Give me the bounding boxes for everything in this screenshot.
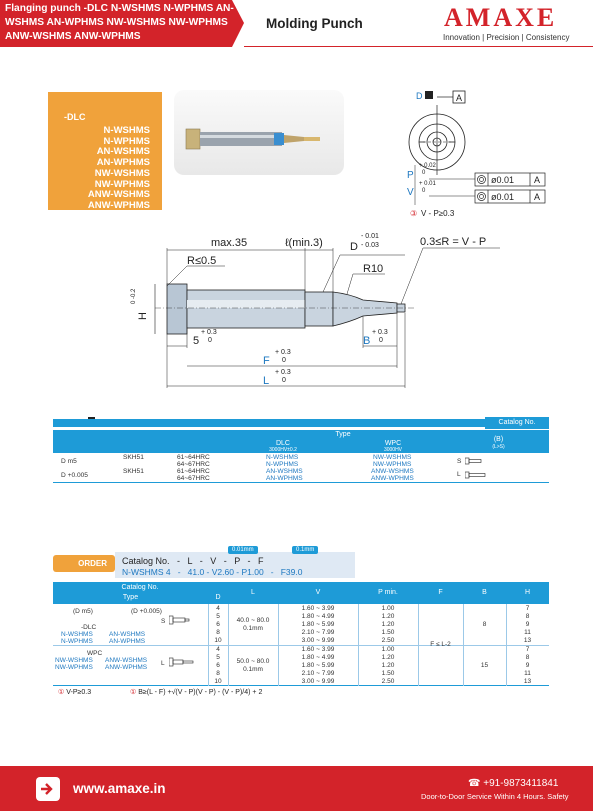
table2-wpc-a: NW-WSHMS <box>55 657 93 664</box>
table2-p-cell: 1.20 <box>381 613 395 620</box>
table2-catalog: Catalog No. <box>121 584 159 591</box>
table2-d-cell: 5 <box>216 654 220 661</box>
table2-p-cell: 1.50 <box>381 670 395 677</box>
dim-r05: R≤0.5 <box>187 255 217 267</box>
table2-d-cell: 10 <box>214 678 222 685</box>
table2-col-v: V <box>315 589 321 596</box>
table2-v-cell: 1.80 ~ 4.99 <box>301 613 335 620</box>
table2-h-cell: 9 <box>525 621 530 628</box>
table1-row1-dlc2: N-WPHMS <box>266 461 299 468</box>
dim-f: F <box>263 355 270 367</box>
order-format: Catalog No. - L - V - P - F <box>122 556 264 566</box>
table1-catalog-tab: Catalog No. <box>485 417 549 429</box>
table2-v-cell: 3.00 ~ 9.99 <box>301 637 335 644</box>
dim-d: D <box>350 241 358 253</box>
conc-tol-1: ø0.01 <box>491 175 515 185</box>
dlc-item: ANW-WSHMS <box>87 189 150 201</box>
table2-p-cell: 1.00 <box>381 646 395 653</box>
table2-p-cell: 2.50 <box>381 678 395 685</box>
page-title: Flanging punch -DLC N-WSHMS N-WPHMS AN-WSHMS AN-WPHMS NW-WSHMS NW-WPHMS ANW-WSHMS ANW-WPHMS <box>5 3 234 42</box>
brand-logo: AMAXE <box>444 3 558 32</box>
table2-h-cell: 13 <box>523 678 532 685</box>
table1-row2-wpc1: ANW-WSHMS <box>371 468 414 475</box>
table2-h-cell: 13 <box>523 637 532 644</box>
table1-b-sub: (L>S) <box>492 444 505 450</box>
table2-h-cell: 8 <box>525 613 530 620</box>
table2-v-cell: 1.80 ~ 5.99 <box>301 621 335 628</box>
table2-shape-l: L <box>161 660 165 667</box>
table1-type: Type <box>335 431 351 438</box>
vp-note-num: ③ <box>410 209 418 218</box>
dim-r-formula: 0.3≤R = V - P <box>420 236 487 248</box>
dim-h: H <box>137 312 149 320</box>
table1-dlc: DLC <box>275 440 290 447</box>
dlc-panel-title: -DLC <box>64 112 86 122</box>
table2-d-cell: 4 <box>216 646 220 653</box>
table2-dlc-b: AN-WSHMS <box>109 631 146 638</box>
table2-l-step-1: 0.1mm <box>243 625 263 632</box>
table2-v-cell: 3.00 ~ 9.99 <box>301 678 335 685</box>
note-1 <box>58 688 91 696</box>
table1-row2-shape: L <box>457 471 461 478</box>
punch-photo-illustration <box>174 90 344 175</box>
table2-l-step-2: 0.1mm <box>243 666 263 673</box>
table2-p-cell: 1.20 <box>381 621 395 628</box>
order-tab: ORDER <box>53 555 115 572</box>
dim-l-tol: + 0.3 <box>275 369 291 376</box>
dlc-item: AN-WPHMS <box>96 157 150 169</box>
dim-max: max.35 <box>211 237 248 249</box>
dim-five-tol: + 0.3 <box>201 329 217 336</box>
note-2 <box>130 688 262 696</box>
table2-d1: (D m5) <box>73 608 93 615</box>
note-1-text: V-P≥0.3 <box>66 689 92 696</box>
table2-p-cell: 2.50 <box>381 637 395 644</box>
table2-d-cell: 5 <box>216 613 220 620</box>
table2-wpc-c: NW-WPHMS <box>55 664 93 671</box>
dim-b: B <box>363 335 371 347</box>
table2-dlc-a: N-WSHMS <box>61 631 93 638</box>
p-tol-lo: 0 <box>422 170 426 176</box>
table1-row2-wpc2: ANW-WPHMS <box>371 475 414 482</box>
service-note: Door-to-Door Service Within 4 Hours. Safety <box>421 792 569 801</box>
table2-dlc-d: AN-WPHMS <box>109 638 146 645</box>
table2-body <box>53 604 549 686</box>
table1-row1-dlc1: N-WSHMS <box>266 454 299 461</box>
conc-ref-2: A <box>534 192 541 202</box>
table1-row1-wpc2: NW-WPHMS <box>373 461 412 468</box>
table2-h-cell: 7 <box>525 646 530 653</box>
table2-l-range-1: 40.0 ~ 80.0 <box>236 617 270 624</box>
order-pill-2: 0.1mm <box>292 546 318 554</box>
table2-dlc: -DLC <box>81 624 97 631</box>
table2-v-cell: 1.80 ~ 5.99 <box>301 662 335 669</box>
table2-wpc-d: ANW-WPHMS <box>105 664 148 671</box>
dim-b-tol: + 0.3 <box>372 329 388 336</box>
dim-five-zero: 0 <box>208 337 212 344</box>
v-tol-up: + 0.01 <box>419 181 436 187</box>
table2-p-cell: 1.50 <box>381 629 395 636</box>
table2-type: Type <box>122 594 139 601</box>
dim-b-zero: 0 <box>379 337 383 344</box>
table2-v-cell: 2.10 ~ 7.99 <box>301 670 335 677</box>
table2-wpc-b: ANW-WSHMS <box>105 657 148 664</box>
table2-d-cell: 6 <box>216 662 220 669</box>
table2-h-cell: 11 <box>524 629 531 636</box>
dlc-item: NW-WSHMS <box>94 167 150 179</box>
table2-d-cell: 8 <box>216 629 220 636</box>
table2-col-h: H <box>524 589 531 596</box>
punch-shape-icons <box>465 456 489 482</box>
dlc-panel <box>48 92 162 210</box>
p-tol-up: + 0.02 <box>419 163 436 169</box>
table1-bar <box>53 419 549 427</box>
a-label: A <box>456 93 463 103</box>
dlc-item: ANW-WPHMS <box>87 199 150 211</box>
conc-ref-1: A <box>534 175 541 185</box>
table2-wpc: WPC <box>87 650 103 657</box>
d-label: D <box>416 91 423 101</box>
table2-h-cell: 9 <box>525 662 530 669</box>
table2-d-cell: 6 <box>216 621 220 628</box>
table2-h-cell: 7 <box>525 605 530 612</box>
dim-l: L <box>263 375 270 387</box>
table1-row1-hrc2: 64~67HRC <box>177 461 210 468</box>
table2-p-cell: 1.20 <box>381 654 395 661</box>
table1-row1-hrc1: 61~64HRC <box>177 454 210 461</box>
order-example: N-WSHMS 4 - 41.0 - V2.60 - P1.00 - F39.0 <box>122 567 303 577</box>
table1-row1-d: D m5 <box>61 458 77 465</box>
cart-arrow-icon <box>36 777 60 801</box>
table2-l-range-2: 50.0 ~ 80.0 <box>236 658 270 665</box>
order-pill-1: 0.01mm <box>228 546 258 554</box>
dlc-item: AN-WSHMS <box>96 146 150 158</box>
dim-l-zero: 0 <box>282 377 286 384</box>
table2-col-d: D <box>215 594 221 601</box>
table1-row1-shape: S <box>457 458 462 465</box>
dlc-item: NW-WPHMS <box>94 178 150 190</box>
p-label: P <box>407 170 414 181</box>
table2-col-p: P min. <box>378 589 398 596</box>
table1-dlc-sub: 3000HV±0.2 <box>269 447 297 453</box>
dim-lmin: ℓ(min.3) <box>285 237 323 249</box>
table2-v-cell: 2.10 ~ 7.99 <box>301 629 335 636</box>
concentricity-detail-drawing <box>395 85 555 220</box>
vp-note: V - P≥0.3 <box>421 209 455 218</box>
phone-number: ☎ +91-9873411841 <box>468 778 559 789</box>
table2-h-cell: 8 <box>525 654 530 661</box>
table1-row1-wpc1: NW-WSHMS <box>373 454 412 461</box>
website-link[interactable]: www.amaxe.in <box>73 781 166 796</box>
note-2-text: B≥(L - F) +√(V - P)(V - P) - (V - P)/4) + 2 <box>138 689 263 696</box>
dim-d-tol-up: - 0.01 <box>361 233 379 240</box>
table2-b-2: 15 <box>480 662 489 669</box>
table1-row2-hrc1: 61~64HRC <box>177 468 210 475</box>
dim-five: 5 <box>193 335 200 347</box>
brand-tagline: Innovation | Precision | Consistency <box>443 33 570 42</box>
table2-col-b: B <box>482 589 487 596</box>
dim-h-tol: 0 -0.2 <box>131 288 137 304</box>
product-photo <box>174 90 344 175</box>
dlc-item: N-WSHMS <box>103 125 150 136</box>
table1-row2-mat: SKH51 <box>123 468 144 475</box>
table2-d2: (D +0.005) <box>131 608 162 615</box>
table1-row2-dlc2: AN-WPHMS <box>266 475 303 482</box>
table1-body <box>53 453 549 483</box>
dim-r10: R10 <box>363 263 384 275</box>
table2-shape-icons <box>169 614 203 670</box>
table2-d-cell: 4 <box>216 605 220 612</box>
dlc-panel-list <box>88 126 150 212</box>
table2-v-cell: 1.80 ~ 4.99 <box>301 654 335 661</box>
v-label: V <box>407 187 414 198</box>
v-tol-lo: 0 <box>422 188 426 194</box>
table1-row2-d: D +0.005 <box>61 472 88 479</box>
page-subtitle: Molding Punch <box>266 16 363 31</box>
dim-d-tol-lo: - 0.03 <box>361 242 379 249</box>
table2-v-cell: 1.60 ~ 3.99 <box>301 605 335 612</box>
table2-h-cell: 11 <box>524 670 531 677</box>
table2-f: F ≤ L-2 <box>430 641 451 648</box>
table2-shape-s: S <box>161 618 166 625</box>
table2-header <box>53 582 549 604</box>
table2-d-cell: 8 <box>216 670 220 677</box>
table1-wpc: WPC <box>384 440 402 447</box>
table1-row2-hrc2: 64~67HRC <box>177 475 210 482</box>
table1-row1-mat: SKH51 <box>123 454 144 461</box>
punch-dimension-drawing <box>125 228 525 398</box>
note-1-num: ① <box>58 689 65 696</box>
dlc-item: N-WPHMS <box>103 135 150 147</box>
table2-v-cell: 1.60 ~ 3.99 <box>301 646 335 653</box>
table2-dlc-c: N-WPHMS <box>61 638 93 645</box>
table2-b-1: 8 <box>482 621 487 628</box>
table1-wpc-sub: 3000HV <box>383 447 403 453</box>
dim-f-zero: 0 <box>282 357 286 364</box>
note-2-num: ① <box>130 689 137 696</box>
table2-col-l: L <box>251 589 255 596</box>
table2-d-cell: 10 <box>214 637 222 644</box>
table2-p-cell: 1.00 <box>381 605 395 612</box>
dim-f-tol: + 0.3 <box>275 349 291 356</box>
table1-row2-dlc1: AN-WSHMS <box>266 468 303 475</box>
table2-col-f: F <box>438 589 443 596</box>
table2-p-cell: 1.20 <box>381 662 395 669</box>
table1-header <box>53 430 549 453</box>
phone-number-text: +91-9873411841 <box>483 778 559 789</box>
header-divider <box>244 46 593 47</box>
table1-b: (B) <box>493 436 504 443</box>
conc-tol-2: ø0.01 <box>491 192 515 202</box>
